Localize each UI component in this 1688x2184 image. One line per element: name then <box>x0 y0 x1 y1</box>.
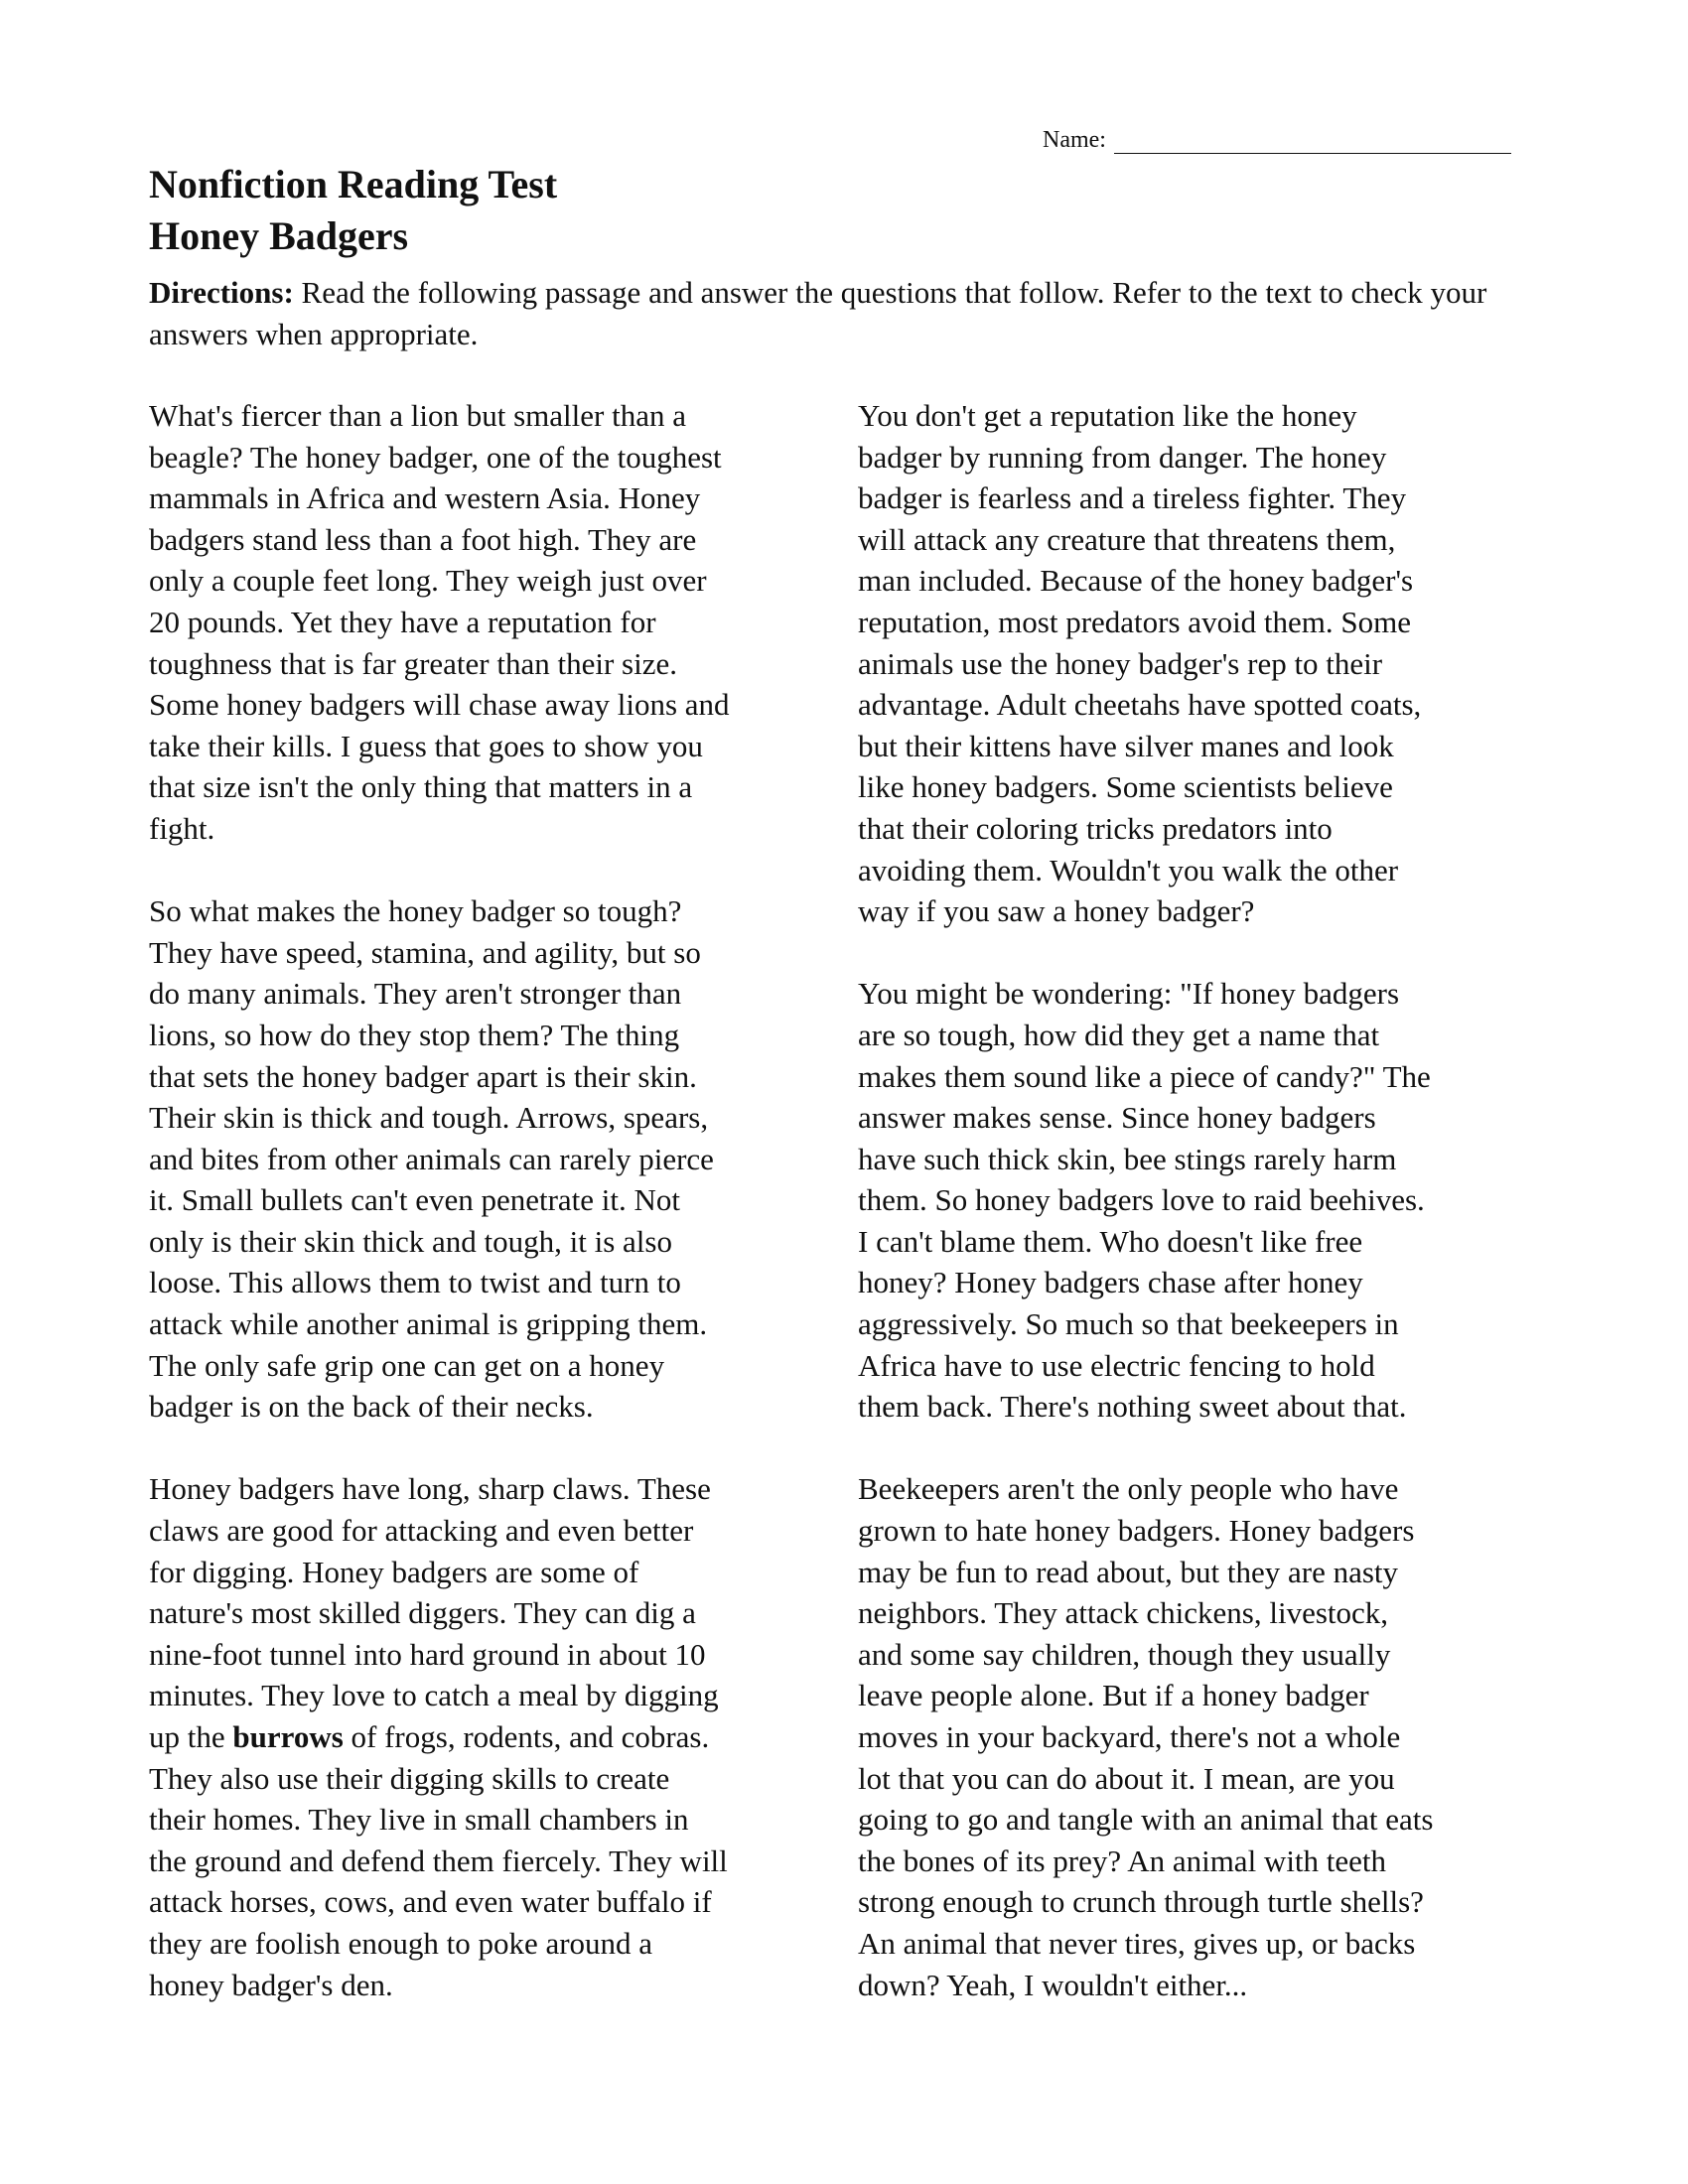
name-blank-line[interactable] <box>1114 131 1511 154</box>
left-paragraph-3-start: Honey badgers have long, sharp claws. These claws are good for attacking and even better for digging. Honey badgers are some of nature's most skilled diggers. They can dig a nine-foot tunnel into hard ground in about 10 minutes. They love to catch a meal by digging up the <box>149 1471 719 1754</box>
directions <box>149 272 1519 355</box>
title-block <box>149 159 557 262</box>
passage-title: Honey Badgers <box>149 213 409 258</box>
left-paragraph-1: What's fiercer than a lion but smaller than a beagle? The honey badger, one of the toughest mammals in Africa and western Asia. Honey badgers stand less than a foot high. They are only a couple feet long. They weigh just over 20 pounds. Yet they have a reputation for toughness that is far greater than their size. Some honey badgers will chase away lions and take their kills. I guess that goes to show you that size isn't the only thing that matters in a fight. <box>149 398 730 846</box>
name-label: Name: <box>1043 127 1106 153</box>
left-paragraph-2: So what makes the honey badger so tough? They have speed, stamina, and agility, but so do many animals. They aren't stronger than lions, so how do they stop them? The thing that sets the honey badger apart is their skin. Their skin is thick and tough. Arrows, spears, and bites from other animals can rarely pierce it. Small bullets can't even penetrate it. Not only is their skin thick and tough, it is also loose. This allows them to twist and turn to attack while another animal is gripping them. The only safe grip one can get on a honey badger is on the back of their necks. <box>149 893 714 1425</box>
right-paragraph-3: Beekeepers aren't the only people who have grown to hate honey badgers. Honey badgers may be fun to read about, but they are nasty neighbors. They attack chickens, livestock, and some say children, though they usually leave people alone. But if a honey badger moves in your backyard, there's not a whole lot that you can do about it. I mean, are you going to go and tangle with an animal that eats the bones of its prey? An animal with teeth strong enough to crunch through turtle shells? An animal that never tires, gives up, or backs down? Yeah, I wouldn't either... <box>858 1471 1434 2002</box>
vocab-word-burrows: burrows <box>232 1719 344 1754</box>
directions-label: Directions: <box>149 275 294 310</box>
right-paragraph-2: You might be wondering: "If honey badgers are so tough, how did they get a name that makes them sound like a piece of candy?" The answer makes sense. Since honey badgers have such thick skin, bee stings rarely harm them. So honey badgers love to raid beehives. I can't blame them. Who doesn't like free honey? Honey badgers chase after honey aggressively. So much so that beekeepers in Africa have to use electric fencing to hold them back. There's nothing sweet about that. <box>858 976 1431 1425</box>
test-title: Nonfiction Reading Test <box>149 162 558 206</box>
left-paragraph-3 <box>149 1468 844 2005</box>
directions-text: Read the following passage and answer the questions that follow. Refer to the text to check your answers when appropriate. <box>149 275 1487 351</box>
right-column <box>858 395 1543 2005</box>
left-column <box>149 395 844 2005</box>
right-paragraph-1: You don't get a reputation like the honey badger by running from danger. The honey badger is fearless and a tireless fighter. They will attack any creature that threatens them, man included. Because of the honey badger's reputation, most predators avoid them. Some animals use the honey badger's rep to their advantage. Adult cheetahs have spotted coats, but their kittens have silver manes and look like honey badgers. Some scientists believe that their coloring tricks predators into avoiding them. Wouldn't you walk the other way if you saw a honey badger? <box>858 398 1422 929</box>
name-field <box>1043 127 1511 154</box>
left-paragraph-3-end: of frogs, rodents, and cobras. They also use their digging skills to create their homes. They live in small chambers in the ground and defend them fiercely. They will attack horses, cows, and even water buffalo if they are foolish enough to poke around a honey badger's den. <box>149 1719 728 2002</box>
